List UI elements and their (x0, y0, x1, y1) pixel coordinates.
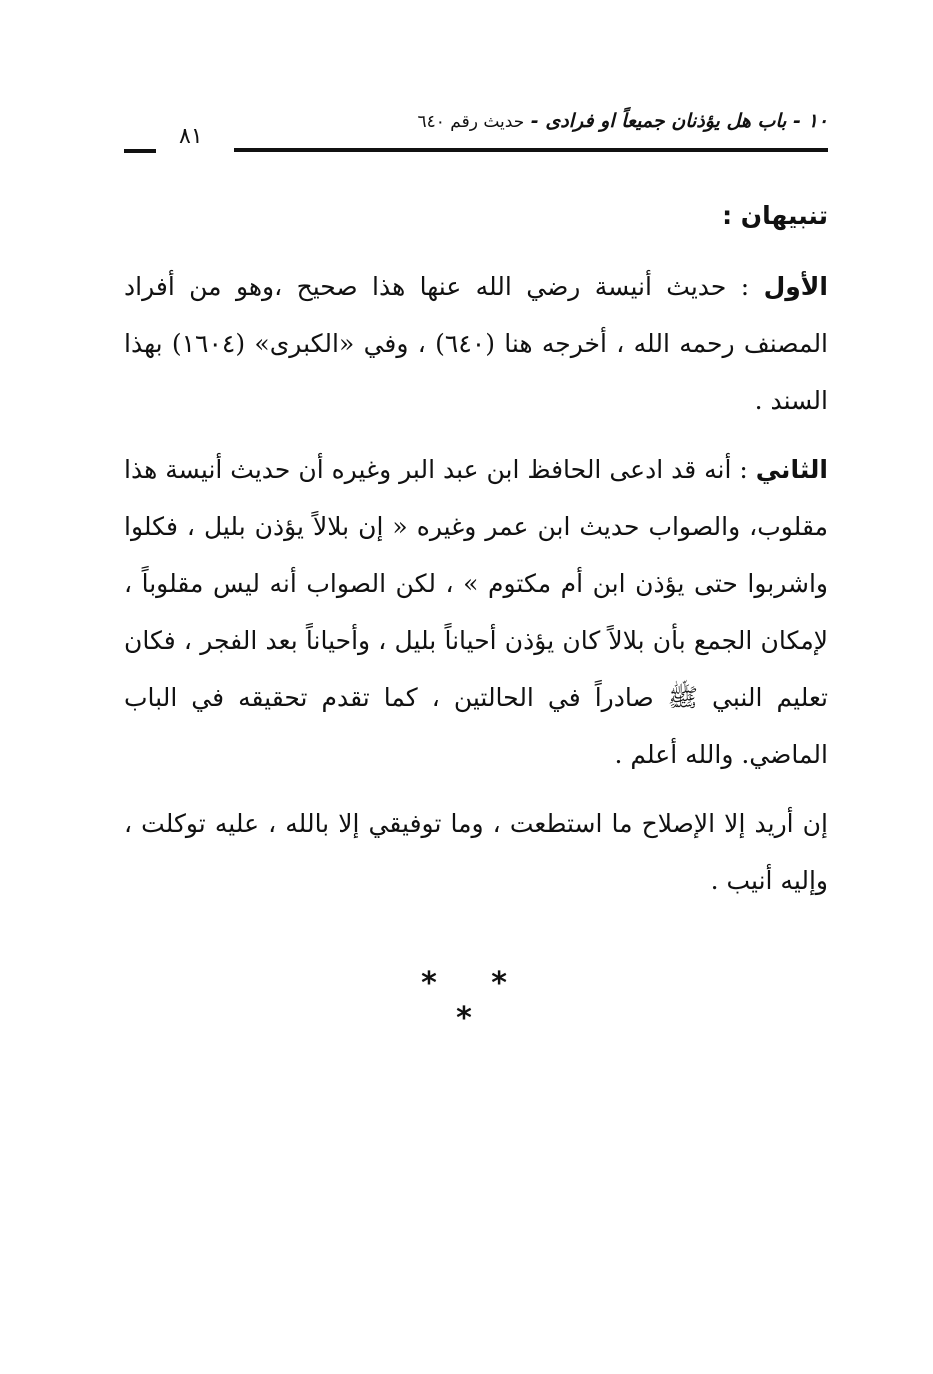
paragraph-second-note (124, 441, 828, 783)
header-rule (234, 148, 828, 152)
hadith-reference: حديث رقم ٦٤٠ (417, 112, 525, 132)
running-header (124, 98, 828, 158)
page-number-dash (124, 149, 156, 153)
paragraph-closing (124, 795, 828, 909)
main-text (124, 196, 828, 921)
chapter-title (418, 110, 829, 132)
paragraph-first-note (124, 258, 828, 429)
paragraph-text: : أنه قد ادعى الحافظ ابن عبد البر وغيره أن حديث أنيسة هذا مقلوب، والصواب حديث ابن عمر وغيره « إن بلالاً يؤذن بليل ، فكلوا واشربوا حتى يؤذن ابن أم مكتوم » ، لكن الصواب أنه ليس مقلوباً ، لإمكان الجمع بأن بلالاً كان يؤذن أحياناً بليل ، وأحياناً بعد الفجر ، فكان تعليم النبي ﷺ صادراً في الحالتين ، كما تقدم تحقيقه في الباب الماضي. والله أعلم . (124, 455, 828, 769)
paragraph-text: : حديث أنيسة رضي الله عنها هذا صحيح ،وهو من أفراد المصنف رحمه الله ، أخرجه هنا (٦٤٠) ، وفي «الكبرى» (١٦٠٤) بهذا السند . (124, 272, 829, 415)
paragraph-text: إن أريد إلا الإصلاح ما استطعت ، وما توفيقي إلا بالله ، عليه توكلت ، وإليه أنيب . (124, 809, 828, 895)
section-divider-stars: * * * (421, 966, 529, 1036)
paragraph-lead: الأول (763, 272, 828, 301)
chapter-title-text: ١٠ - باب هل يؤذنان جميعاً او فرادى - (530, 110, 828, 132)
page-number: ٨١ (179, 124, 203, 149)
paragraph-lead: الثاني (755, 455, 828, 484)
section-title: تنبيهان : (722, 201, 828, 230)
